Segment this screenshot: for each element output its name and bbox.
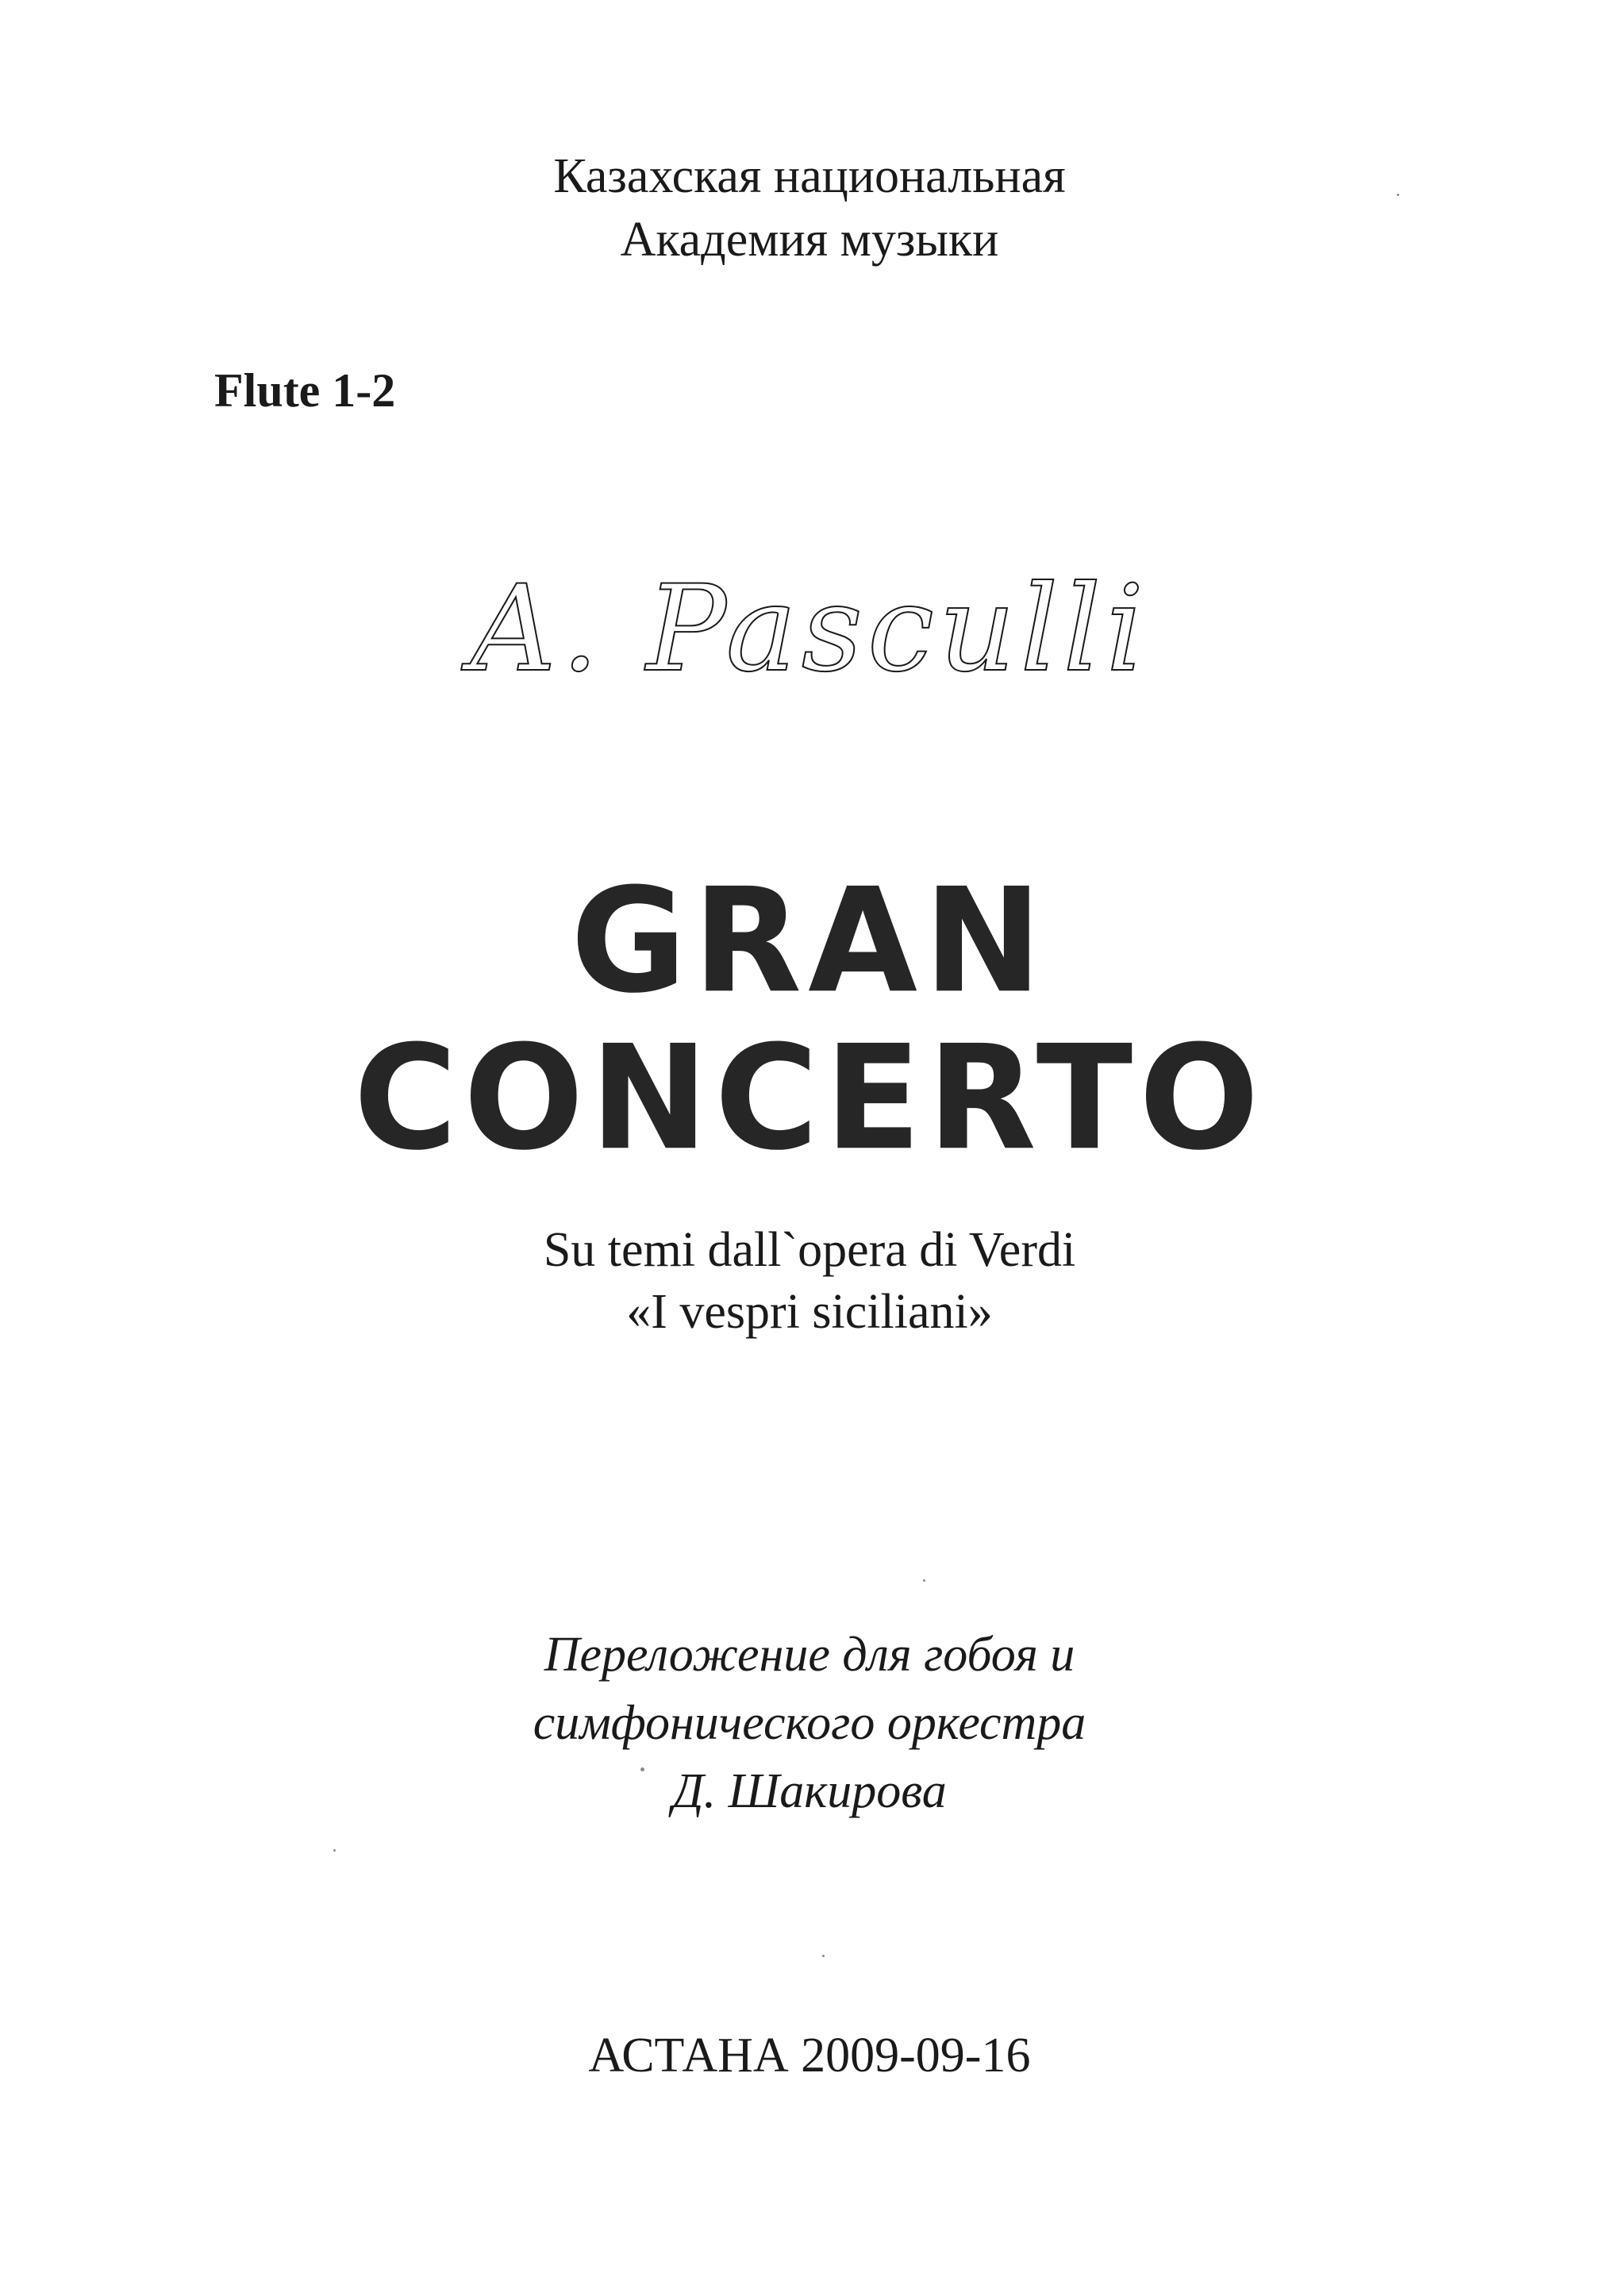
subtitle-line-1: Su temi dall`opera di Verdi — [543, 1223, 1076, 1277]
instrument-part-label: Flute 1-2 — [214, 364, 396, 417]
scan-speck — [640, 1767, 644, 1771]
arrangement-line-3: Д. Шакирова — [672, 1764, 947, 1818]
place-and-date: АСТАНА 2009-09-16 — [588, 2029, 1031, 2083]
title-line-1: GRAN — [571, 856, 1048, 1025]
subtitle-line-2: «I vespri siciliani» — [626, 1285, 993, 1339]
scan-speck — [333, 1849, 336, 1852]
title-line-2: CONCERTO — [353, 1013, 1266, 1183]
institution-line-1: Казахская национальная — [553, 149, 1066, 203]
scan-speck — [923, 1579, 925, 1582]
arrangement-line-2: симфонического оркестра — [533, 1696, 1086, 1750]
institution-line-2: Академия музыки — [620, 213, 999, 267]
subtitle — [0, 1219, 1619, 1343]
arrangement-credit — [0, 1621, 1619, 1825]
institution-name — [0, 144, 1619, 271]
composer-name: A. Pasculli — [470, 560, 1149, 698]
scan-speck — [1397, 194, 1399, 196]
arrangement-line-1: Переложение для гобоя и — [544, 1628, 1075, 1682]
scan-speck — [822, 1955, 825, 1957]
